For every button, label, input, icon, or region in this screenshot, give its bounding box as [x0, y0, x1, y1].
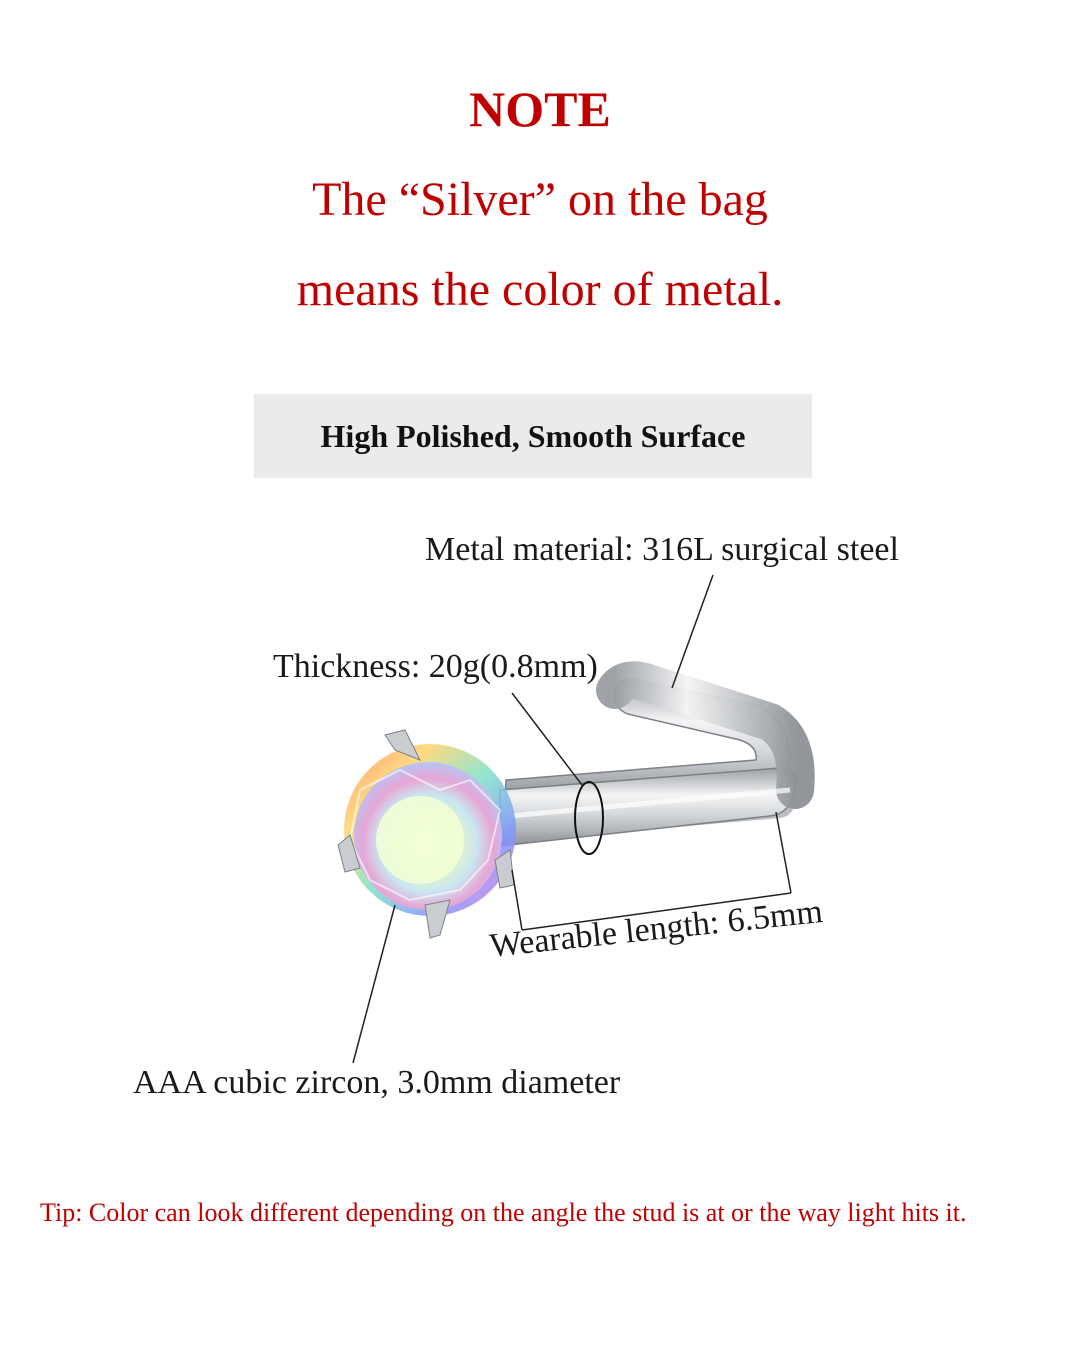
thickness-label: Thickness: 20g(0.8mm) [273, 648, 598, 685]
note-line-2: means the color of metal. [296, 263, 784, 316]
metal-material-label: Metal material: 316L surgical steel [425, 531, 899, 568]
feature-banner-text: High Polished, Smooth Surface [320, 417, 746, 454]
zircon-label: AAA cubic zircon, 3.0mm diameter [133, 1064, 621, 1101]
note-title: NOTE [469, 81, 611, 137]
note-line-1: The “Silver” on the bag [312, 173, 768, 226]
stud-post [500, 679, 796, 846]
tip-text: Tip: Color can look different depending on the angle the stud is at or the way light hits it. [40, 1198, 967, 1227]
zircon-gem [338, 730, 516, 938]
wearable-length-label: Wearable length: 6.5mm [488, 893, 825, 965]
